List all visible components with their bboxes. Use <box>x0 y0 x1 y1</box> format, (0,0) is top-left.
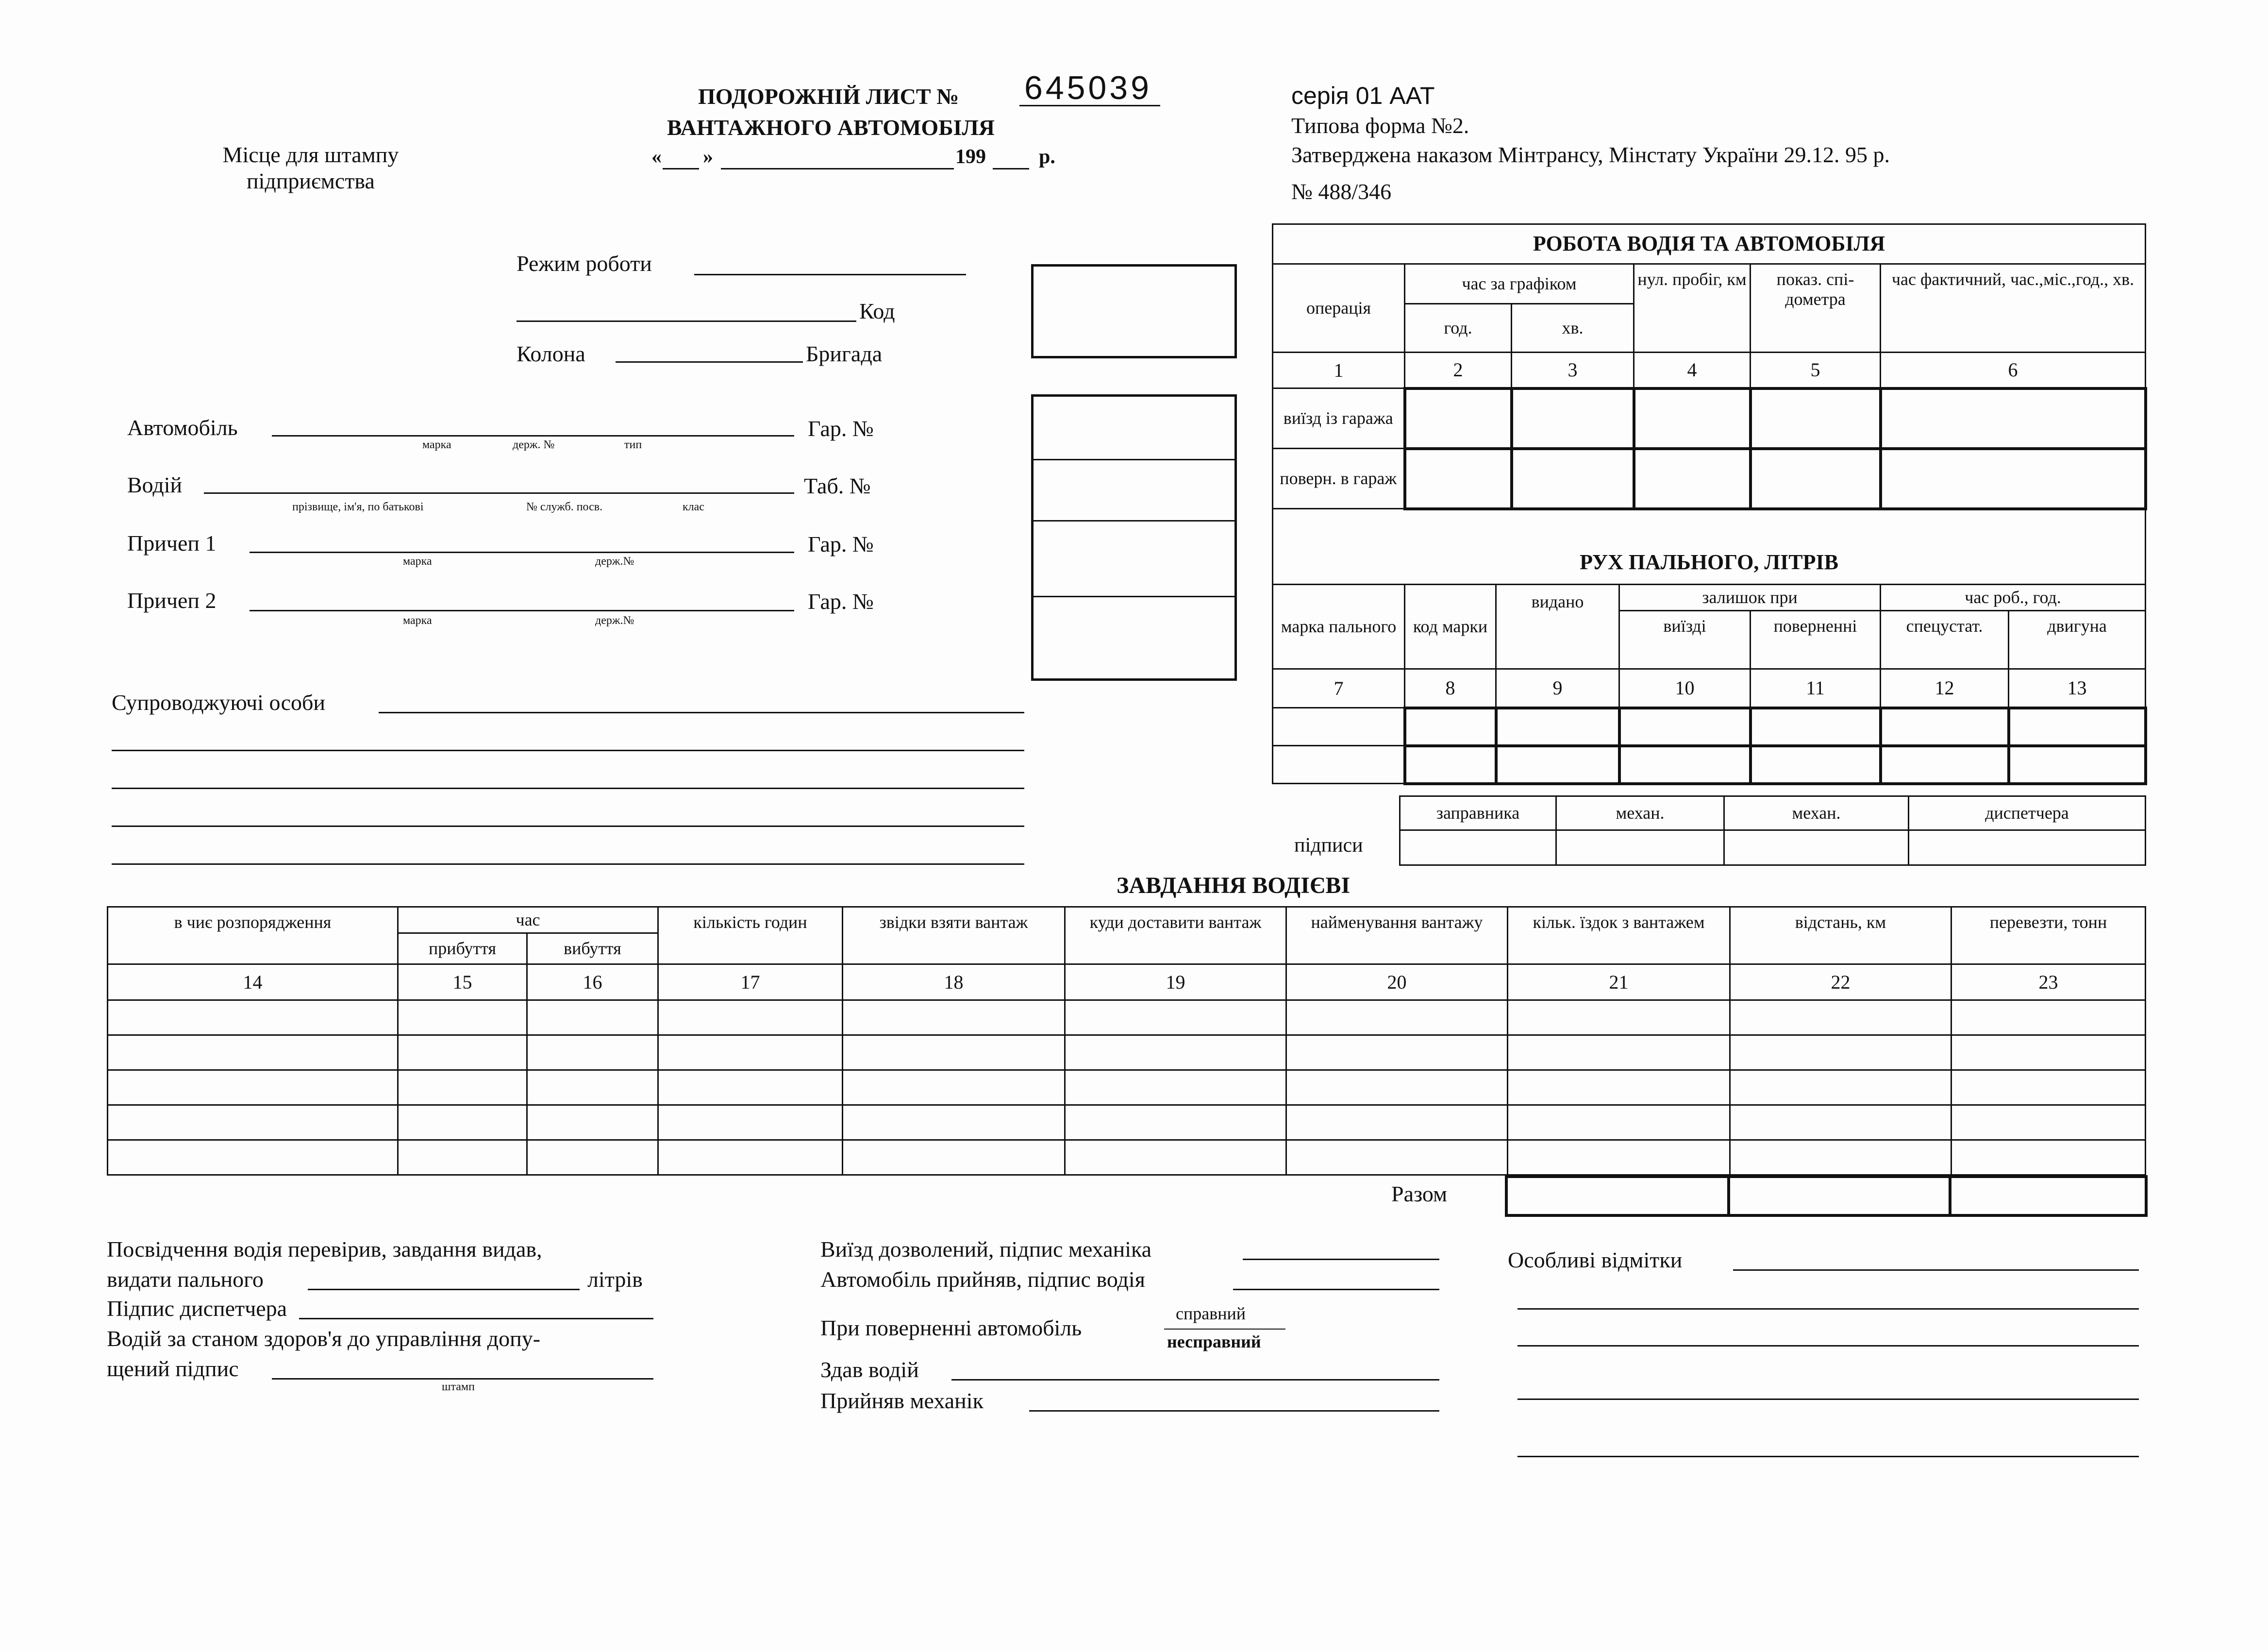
table-cell[interactable] <box>1508 1140 1730 1175</box>
table-cell[interactable] <box>108 1000 398 1035</box>
waybill-number: 645039 <box>1024 69 1152 106</box>
table-cell[interactable] <box>1751 708 1881 746</box>
table-cell[interactable] <box>1065 1035 1286 1070</box>
title-subtitle: ВАНТАЖНОГО АВТОМОБІЛЯ <box>667 115 995 140</box>
table-cell[interactable] <box>398 1000 527 1035</box>
col-num-3: 3 <box>1512 353 1634 388</box>
hdr-work-hours: час роб., год. <box>1881 585 2146 611</box>
status-faulty[interactable]: несправний <box>1167 1332 1261 1351</box>
trailer2-hint-plate: держ.№ <box>595 614 634 627</box>
table-cell[interactable] <box>2009 746 2146 784</box>
date-day-line[interactable] <box>663 168 699 169</box>
date-open-quote: « <box>651 146 662 168</box>
total-tons-cell[interactable] <box>1950 1177 2146 1215</box>
signatures-label: підписи <box>1294 834 1363 857</box>
footer-on-return: При поверненні автомобіль <box>820 1315 1082 1340</box>
special-marks-line-3[interactable] <box>1518 1345 2139 1347</box>
footer-health-line2: щений підпис <box>107 1356 239 1381</box>
work-table-title: РОБОТА ВОДІЯ ТА АВТОМОБІЛЯ <box>1273 224 2146 264</box>
table-row <box>108 1105 2146 1140</box>
footer-exit-allowed: Виїзд дозволений, підпис механіка <box>820 1237 1152 1262</box>
footer-accepted-mechanic: Прийняв механік <box>820 1388 984 1413</box>
table-cell[interactable] <box>1405 449 1512 509</box>
total-label: Разом <box>1391 1181 1448 1206</box>
hdr-brand-code: код марки <box>1405 585 1496 669</box>
footer-liters: літрів <box>587 1267 643 1292</box>
signature-cell[interactable] <box>1400 830 1556 865</box>
table-cell[interactable] <box>1751 746 1881 784</box>
mechanic-signature-line[interactable] <box>1243 1259 1439 1260</box>
work-mode-label: Режим роботи <box>517 251 652 276</box>
trailer2-hint-brand: марка <box>403 614 432 627</box>
table-cell[interactable] <box>843 1070 1065 1105</box>
row-return-garage: поверн. в гараж <box>1273 449 1405 509</box>
table-cell[interactable] <box>1951 1140 2146 1175</box>
handed-driver-line[interactable] <box>951 1379 1439 1381</box>
col-num-2: 2 <box>1405 353 1512 388</box>
table-cell[interactable] <box>527 1000 658 1035</box>
table-cell[interactable] <box>1751 388 1881 449</box>
hdr-remainder: залишок при <box>1619 585 1881 611</box>
table-cell[interactable] <box>1065 1000 1286 1035</box>
special-marks-line-2[interactable] <box>1518 1308 2139 1310</box>
table-cell[interactable] <box>843 1140 1065 1175</box>
special-marks-line-1[interactable] <box>1733 1269 2139 1271</box>
col-num-17: 17 <box>658 964 843 1000</box>
table-cell[interactable] <box>1065 1105 1286 1140</box>
form-approved: Затверджена наказом Мінтрансу, Мінстату України 29.12. 95 р. <box>1291 142 1890 167</box>
table-cell[interactable] <box>1881 746 2009 784</box>
hdr-actual-time: час фактичний, час.,міс.,год., хв. <box>1881 264 2146 353</box>
table-cell[interactable] <box>1730 1105 1951 1140</box>
status-divider <box>1164 1329 1285 1330</box>
escorts-line-3[interactable] <box>112 788 1024 789</box>
table-cell[interactable] <box>1730 1140 1951 1175</box>
table-cell[interactable] <box>1508 1035 1730 1070</box>
table-row <box>108 1070 2146 1105</box>
status-ok[interactable]: справний <box>1176 1304 1246 1323</box>
trailer1-hint-brand: марка <box>403 555 432 568</box>
hdr-cargo-name: найменування вантажу <box>1286 907 1508 964</box>
table-cell[interactable] <box>1508 1105 1730 1140</box>
table-cell[interactable] <box>108 1140 398 1175</box>
car-garage-label: Гар. № <box>808 416 874 441</box>
sig-mechanic-1: механ. <box>1556 796 1724 830</box>
table-cell[interactable] <box>1730 1070 1951 1105</box>
table-row <box>108 1000 2146 1035</box>
table-cell[interactable] <box>843 1035 1065 1070</box>
table-cell[interactable] <box>398 1035 527 1070</box>
col-num-10: 10 <box>1619 669 1751 708</box>
table-cell[interactable] <box>1273 708 1405 746</box>
footer-checked-issued: Посвідчення водія перевірив, завдання видав, <box>107 1237 542 1262</box>
car-hint-plate: держ. № <box>513 438 555 451</box>
table-cell[interactable] <box>658 1140 843 1175</box>
brigade-label: Бригада <box>806 341 883 366</box>
hdr-hours-count: кількість годин <box>658 907 843 964</box>
col-num-13: 13 <box>2009 669 2146 708</box>
date-year-line[interactable] <box>993 168 1029 169</box>
hdr-time: час <box>398 907 658 933</box>
task-table <box>107 906 2146 1176</box>
footer-issue-fuel: видати пального <box>107 1267 264 1292</box>
table-cell[interactable] <box>1751 449 1881 509</box>
sig-dispatcher: диспетчера <box>1909 796 2146 830</box>
col-num-18: 18 <box>843 964 1065 1000</box>
hdr-arrival: прибуття <box>398 933 527 964</box>
table-cell[interactable] <box>1286 1070 1508 1105</box>
col-num-14: 14 <box>108 964 398 1000</box>
trailer2-label: Причеп 2 <box>127 588 217 613</box>
table-cell[interactable] <box>1496 746 1619 784</box>
signature-cell[interactable] <box>1909 830 2146 865</box>
col-num-7: 7 <box>1273 669 1405 708</box>
hdr-fuel-brand: марка пального <box>1273 585 1405 669</box>
col-num-16: 16 <box>527 964 658 1000</box>
table-cell[interactable] <box>1512 388 1634 449</box>
stamp-place-label <box>204 144 417 192</box>
table-cell[interactable] <box>1951 1105 2146 1140</box>
special-marks-line-5[interactable] <box>1518 1456 2139 1457</box>
stamp-place-line2: підприємства <box>247 168 375 193</box>
table-cell[interactable] <box>527 1035 658 1070</box>
total-trips-cell[interactable] <box>1506 1177 1729 1215</box>
col-num-5: 5 <box>1751 353 1881 388</box>
hdr-operation: операція <box>1273 264 1405 353</box>
table-cell[interactable] <box>843 1105 1065 1140</box>
table-cell[interactable] <box>1496 708 1619 746</box>
hdr-trips: кільк. їздок з вантажем <box>1508 907 1730 964</box>
table-cell[interactable] <box>1634 449 1751 509</box>
footer-special-marks: Особливі відмітки <box>1508 1247 1683 1272</box>
hdr-cargo-from: звідки взяти вантаж <box>843 907 1065 964</box>
table-cell[interactable] <box>527 1105 658 1140</box>
driver-hint-cert: № служб. посв. <box>526 501 603 513</box>
table-cell[interactable] <box>1881 708 2009 746</box>
table-cell[interactable] <box>1286 1105 1508 1140</box>
hdr-issued: видано <box>1496 585 1619 669</box>
table-cell[interactable] <box>1286 1000 1508 1035</box>
task-table-title: ЗАВДАННЯ ВОДІЄВІ <box>1117 873 1351 898</box>
total-table <box>1505 1175 2148 1217</box>
table-cell[interactable] <box>1512 449 1634 509</box>
col-num-19: 19 <box>1065 964 1286 1000</box>
number-underline <box>1019 105 1160 106</box>
escorts-line-4[interactable] <box>112 826 1024 827</box>
table-cell[interactable] <box>1065 1140 1286 1175</box>
stamp-place-line1: Місце для штампу <box>222 142 399 167</box>
table-cell[interactable] <box>1286 1035 1508 1070</box>
table-cell[interactable] <box>398 1070 527 1105</box>
hdr-speedometer: показ. спі-дометра <box>1751 264 1881 353</box>
hdr-hours: год. <box>1405 304 1512 353</box>
footer-handed-driver: Здав водій <box>820 1357 919 1382</box>
signature-cell[interactable] <box>1724 830 1909 865</box>
table-row <box>108 1035 2146 1070</box>
trailer1-line[interactable] <box>250 552 794 553</box>
car-label: Автомобіль <box>127 415 238 440</box>
hdr-tons: перевезти, тонн <box>1951 907 2146 964</box>
hdr-special-equipment: спецустат. <box>1881 611 2009 669</box>
column-label: Колона <box>517 341 585 366</box>
sig-refueler: заправника <box>1400 796 1556 830</box>
table-cell[interactable] <box>1951 1070 2146 1105</box>
trailer2-garage-label: Гар. № <box>808 589 874 614</box>
trailer2-line[interactable] <box>250 610 794 611</box>
col-num-9: 9 <box>1496 669 1619 708</box>
col-num-6: 6 <box>1881 353 2146 388</box>
work-mode-line[interactable] <box>694 274 966 275</box>
table-cell[interactable] <box>1619 746 1751 784</box>
hdr-engine: двигуна <box>2009 611 2146 669</box>
table-row <box>108 1140 2146 1175</box>
code-box[interactable] <box>1031 264 1237 358</box>
table-cell[interactable] <box>658 1070 843 1105</box>
table-cell[interactable] <box>527 1140 658 1175</box>
table-cell[interactable] <box>1730 1035 1951 1070</box>
table-cell[interactable] <box>658 1035 843 1070</box>
driver-hint-class: клас <box>683 501 704 513</box>
trailer1-garage-label: Гар. № <box>808 532 874 556</box>
col-num-8: 8 <box>1405 669 1496 708</box>
row-departure-garage: виїзд із гаража <box>1273 388 1405 449</box>
garage-numbers-box <box>1031 394 1237 681</box>
work-fuel-table <box>1272 223 2147 785</box>
table-cell[interactable] <box>1634 388 1751 449</box>
table-cell[interactable] <box>1508 1070 1730 1105</box>
table-cell[interactable] <box>108 1035 398 1070</box>
accepted-mechanic-line[interactable] <box>1029 1410 1439 1412</box>
date-year-suffix: р. <box>1039 146 1055 168</box>
driver-tab-label: Таб. № <box>804 473 871 498</box>
col-num-11: 11 <box>1751 669 1881 708</box>
table-cell[interactable] <box>108 1105 398 1140</box>
hdr-schedule-time: час за графіком <box>1405 264 1634 304</box>
sig-mechanic-2: механ. <box>1724 796 1909 830</box>
table-cell[interactable] <box>1273 746 1405 784</box>
table-cell[interactable] <box>658 1105 843 1140</box>
title-prefix: ПОДОРОЖНІЙ ЛИСТ № <box>698 84 959 109</box>
driver-hint-name: прізвище, ім'я, по батькові <box>292 501 424 513</box>
hdr-by-order: в чиє розпорядження <box>108 907 398 964</box>
table-cell[interactable] <box>1065 1070 1286 1105</box>
code-line[interactable] <box>517 320 856 322</box>
escorts-line-2[interactable] <box>112 750 1024 751</box>
footer-car-accepted: Автомобіль прийняв, підпис водія <box>820 1267 1145 1292</box>
table-cell[interactable] <box>527 1070 658 1105</box>
fuel-table-title: РУХ ПАЛЬНОГО, ЛІТРІВ <box>1273 509 2146 585</box>
table-cell[interactable] <box>1405 746 1496 784</box>
total-distance-cell[interactable] <box>1729 1177 1950 1215</box>
hdr-distance: відстань, км <box>1730 907 1951 964</box>
footer-dispatcher-signature: Підпис диспетчера <box>107 1296 287 1321</box>
escorts-label: Супроводжуючі особи <box>112 690 326 715</box>
hdr-departure: вибуття <box>527 933 658 964</box>
table-cell[interactable] <box>1881 449 2146 509</box>
footer-stamp-hint: штамп <box>442 1381 475 1393</box>
column-line[interactable] <box>616 361 803 363</box>
hdr-remainder-departure: виїзді <box>1619 611 1751 669</box>
table-cell[interactable] <box>1619 708 1751 746</box>
col-num-20: 20 <box>1286 964 1508 1000</box>
hdr-cargo-to: куди доставити вантаж <box>1065 907 1286 964</box>
code-label: Код <box>859 299 895 323</box>
trailer1-hint-plate: держ.№ <box>595 555 634 568</box>
col-num-12: 12 <box>1881 669 2009 708</box>
table-cell[interactable] <box>1881 388 2146 449</box>
hdr-minutes: хв. <box>1512 304 1634 353</box>
table-cell[interactable] <box>398 1105 527 1140</box>
signatures-table <box>1399 795 2146 866</box>
form-series: серія 01 ААТ <box>1291 82 1435 109</box>
table-cell[interactable] <box>1508 1000 1730 1035</box>
col-num-22: 22 <box>1730 964 1951 1000</box>
table-cell[interactable] <box>2009 708 2146 746</box>
fuel-amount-line[interactable] <box>308 1289 580 1290</box>
escorts-line-5[interactable] <box>112 863 1024 865</box>
col-num-4: 4 <box>1634 353 1751 388</box>
car-hint-brand: марка <box>422 438 451 451</box>
driver-label: Водій <box>127 472 183 497</box>
date-close-quote: » <box>703 146 713 168</box>
table-cell[interactable] <box>1405 388 1512 449</box>
table-cell[interactable] <box>108 1070 398 1105</box>
table-cell[interactable] <box>1951 1000 2146 1035</box>
table-cell[interactable] <box>398 1140 527 1175</box>
driver-line[interactable] <box>204 492 794 494</box>
trailer1-label: Причеп 1 <box>127 531 217 556</box>
car-line[interactable] <box>272 435 794 437</box>
table-cell[interactable] <box>843 1000 1065 1035</box>
date-month-line[interactable] <box>721 168 954 169</box>
driver-signature-line[interactable] <box>1233 1289 1439 1290</box>
col-num-21: 21 <box>1508 964 1730 1000</box>
hdr-zero-run: нул. пробіг, км <box>1634 264 1751 353</box>
special-marks-line-4[interactable] <box>1518 1398 2139 1400</box>
escorts-line-1[interactable] <box>379 712 1024 713</box>
table-cell[interactable] <box>1405 708 1496 746</box>
footer-health-line1: Водій за станом здоров'я до управління допу- <box>107 1326 541 1351</box>
health-signature-line[interactable] <box>272 1378 653 1380</box>
signature-cell[interactable] <box>1556 830 1724 865</box>
form-type: Типова форма №2. <box>1291 113 1469 138</box>
hdr-remainder-return: поверненні <box>1751 611 1881 669</box>
table-cell[interactable] <box>1951 1035 2146 1070</box>
col-num-23: 23 <box>1951 964 2146 1000</box>
col-num-1: 1 <box>1273 353 1405 388</box>
form-order-number: № 488/346 <box>1291 179 1392 204</box>
col-num-15: 15 <box>398 964 527 1000</box>
table-cell[interactable] <box>658 1000 843 1035</box>
table-cell[interactable] <box>1286 1140 1508 1175</box>
car-hint-type: тип <box>624 438 642 451</box>
dispatcher-signature-line[interactable] <box>299 1318 653 1319</box>
table-cell[interactable] <box>1730 1000 1951 1035</box>
date-year-prefix: 199 <box>955 146 986 168</box>
